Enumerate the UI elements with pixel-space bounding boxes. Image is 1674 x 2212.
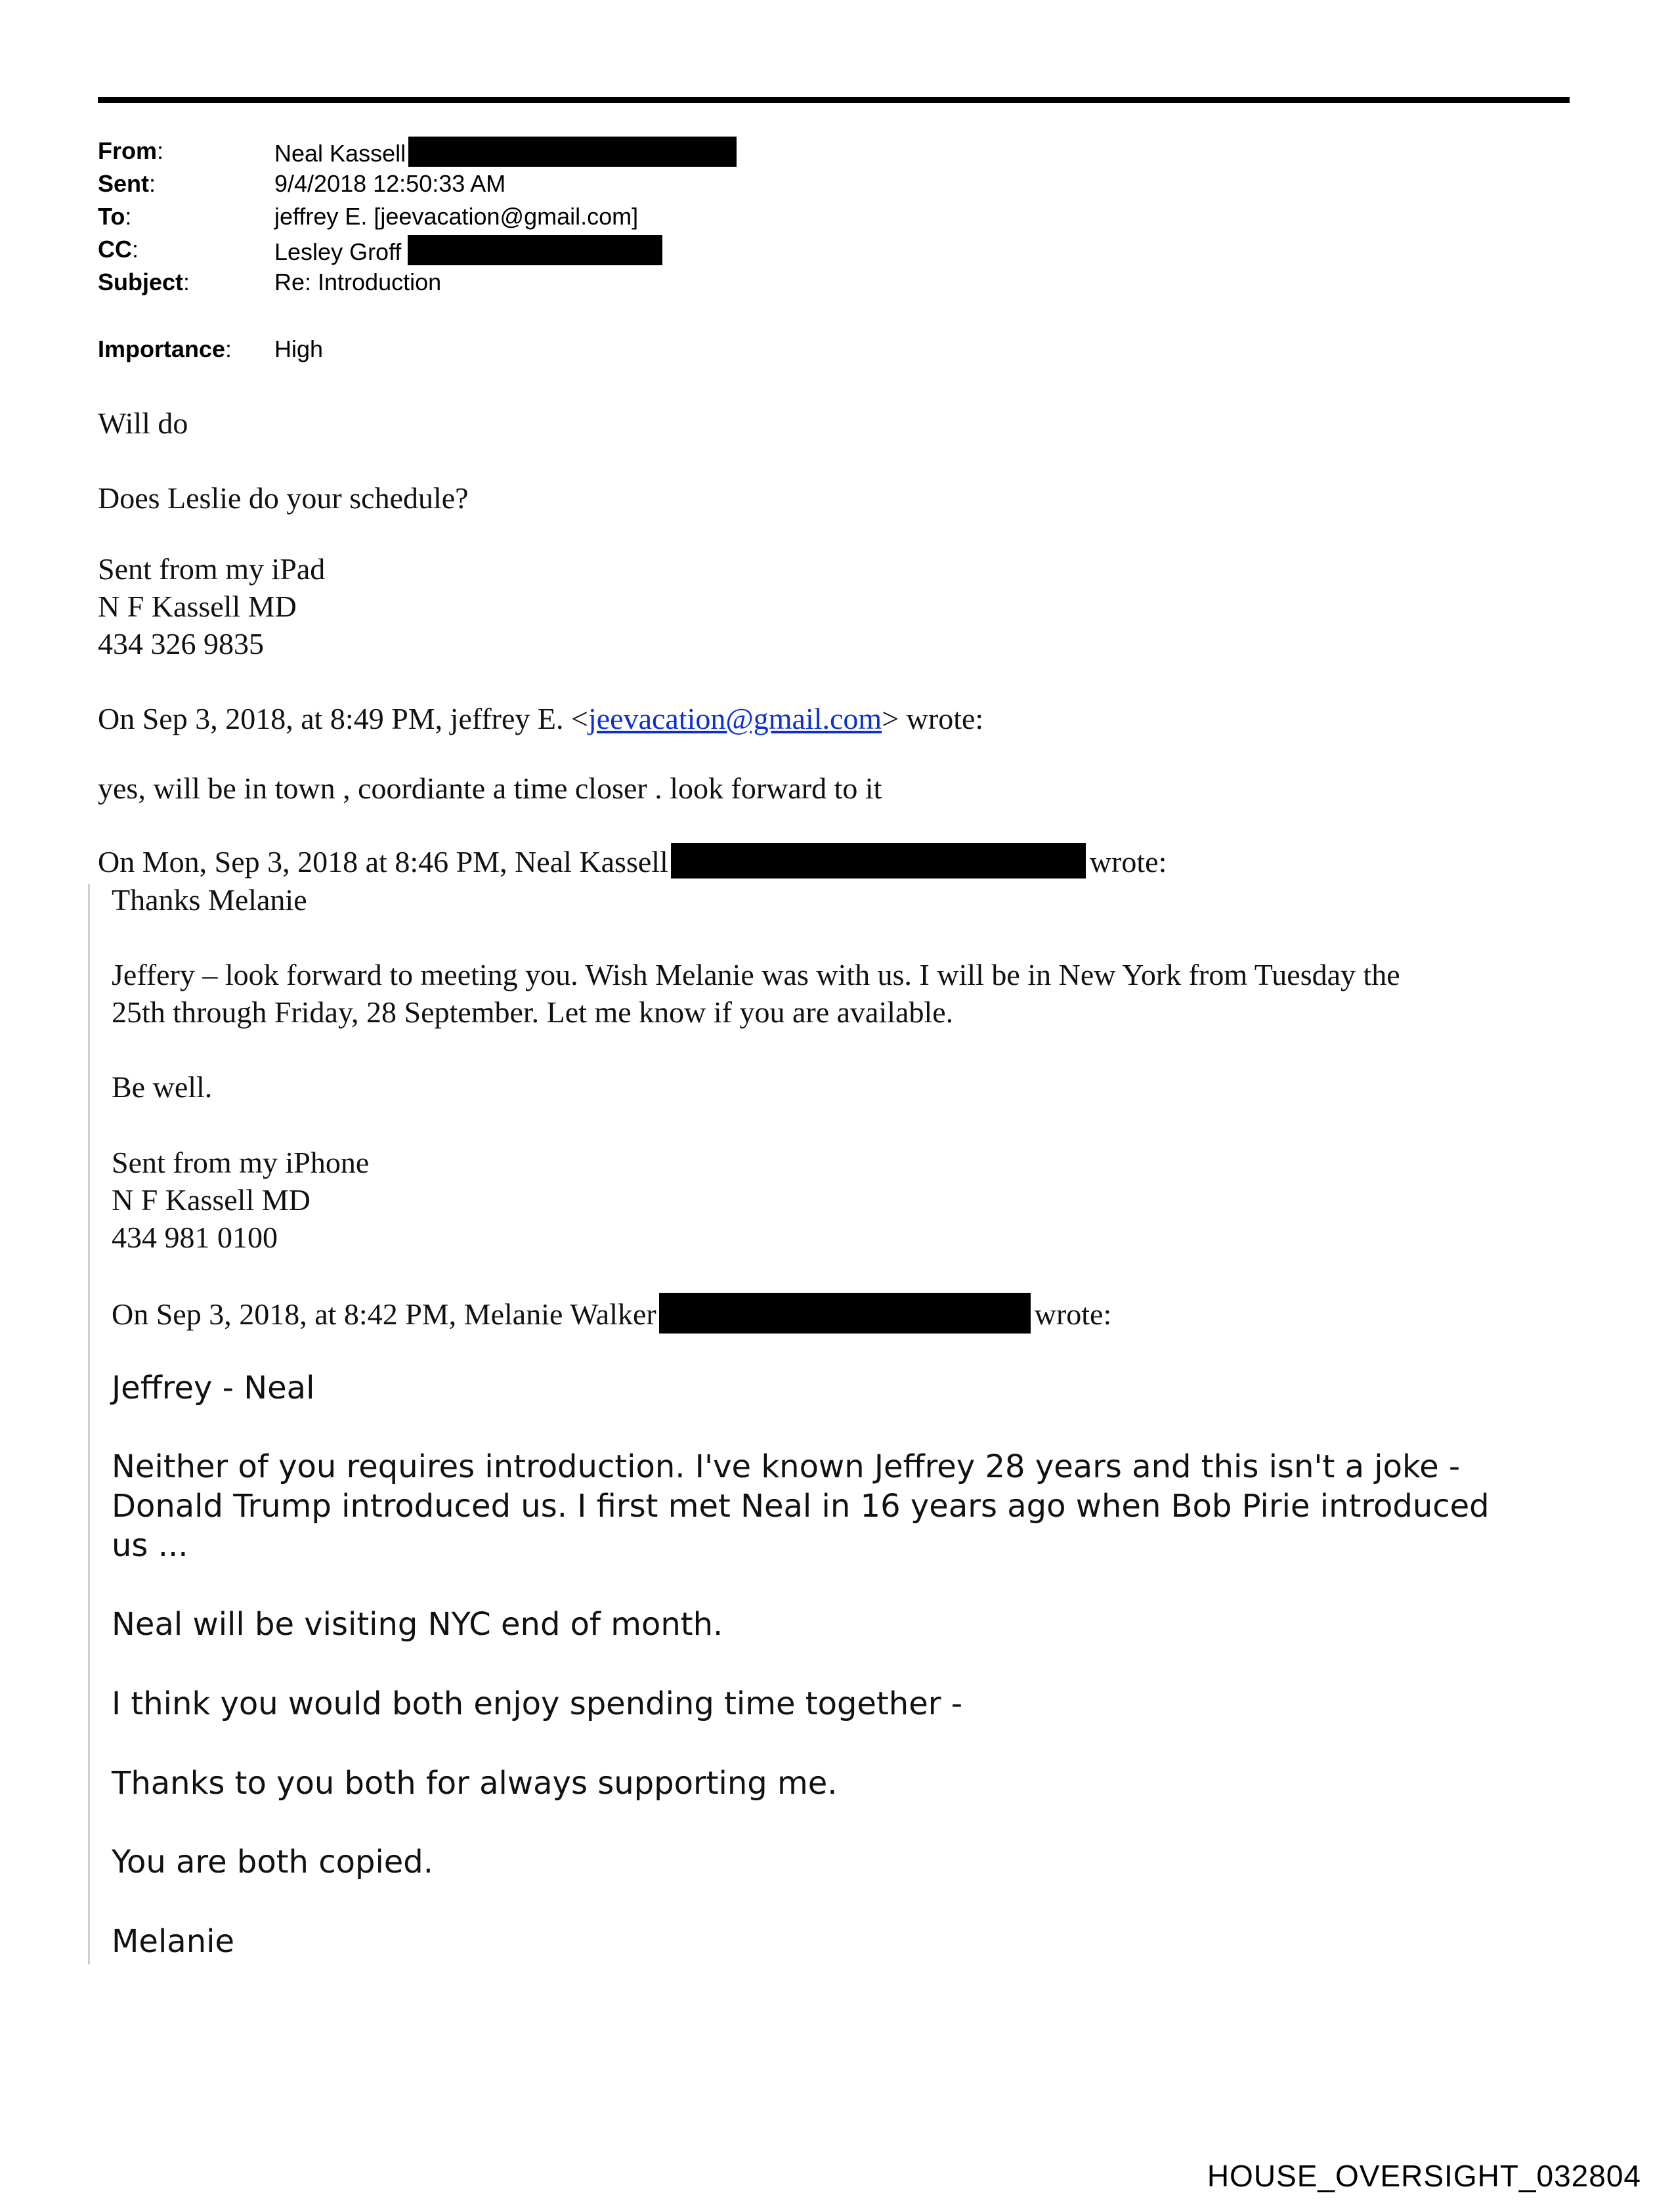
email-link[interactable]: jeevacation@gmail.com — [588, 702, 882, 735]
quote-body: yes, will be in town , coordiante a time closer . look forward to it — [98, 771, 882, 805]
quote-line: I think you would both enjoy spending time together - — [112, 1685, 963, 1722]
reply-line: Does Leslie do your schedule? — [98, 481, 469, 515]
subject-value: Re: Introduction — [274, 269, 442, 295]
quote-line: Jeffery – look forward to meeting you. Wish Melanie was with us. I will be in New York from Tuesday the — [112, 958, 1400, 991]
bates-number: HOUSE_OVERSIGHT_032804 — [1207, 2159, 1641, 2193]
importance-value: High — [274, 336, 324, 362]
quote-bar — [88, 884, 90, 1964]
header-rule — [98, 97, 1570, 103]
redaction-bar — [408, 137, 737, 167]
from-value: Neal Kassell — [274, 137, 737, 168]
to-label: To: — [98, 203, 132, 230]
quote-line: 25th through Friday, 28 September. Let me know if you are available. — [112, 995, 954, 1029]
signature-line: 434 326 9835 — [98, 627, 264, 661]
quote-line: us ... — [112, 1527, 188, 1564]
sent-label: Sent: — [98, 170, 156, 197]
to-value: jeffrey E. [jeevacation@gmail.com] — [274, 203, 639, 230]
redaction-bar — [671, 843, 1086, 878]
cc-value: Lesley Groff — [274, 235, 662, 267]
from-label: From: — [98, 137, 164, 164]
signature-line: N F Kassell MD — [98, 590, 297, 623]
redaction-bar — [408, 235, 662, 265]
signature-line: N F Kassell MD — [112, 1183, 311, 1217]
subject-label: Subject: — [98, 269, 190, 295]
quote-intro: On Mon, Sep 3, 2018 at 8:46 PM, Neal Kassell wrote: — [98, 843, 1167, 881]
signature-line: Sent from my iPad — [98, 552, 326, 586]
sent-value: 9/4/2018 12:50:33 AM — [274, 170, 506, 197]
redaction-bar — [659, 1293, 1031, 1334]
quote-line: Neither of you requires introduction. I've known Jeffrey 28 years and this isn't a joke - — [112, 1448, 1461, 1485]
cc-label: CC: — [98, 236, 139, 263]
quote-line: Be well. — [112, 1070, 213, 1104]
quote-line: Thanks to you both for always supporting me. — [112, 1765, 838, 1802]
signature-line: Sent from my iPhone — [112, 1146, 370, 1179]
signature-line: 434 981 0100 — [112, 1221, 278, 1254]
quote-line: Thanks Melanie — [112, 883, 307, 917]
quote-line: Neal will be visiting NYC end of month. — [112, 1606, 723, 1643]
quote-intro: On Sep 3, 2018, at 8:42 PM, Melanie Walker wrote: — [112, 1293, 1111, 1334]
importance-label: Importance: — [98, 336, 232, 362]
reply-line: Will do — [98, 406, 188, 440]
quote-line: You are both copied. — [112, 1844, 434, 1880]
quote-intro: On Sep 3, 2018, at 8:49 PM, jeffrey E. <jeevacation@gmail.com> wrote: — [98, 702, 984, 735]
quote-greeting: Jeffrey - Neal — [112, 1370, 315, 1406]
quote-signoff: Melanie — [112, 1923, 234, 1960]
quote-line: Donald Trump introduced us. I first met Neal in 16 years ago when Bob Pirie introduced — [112, 1488, 1490, 1525]
